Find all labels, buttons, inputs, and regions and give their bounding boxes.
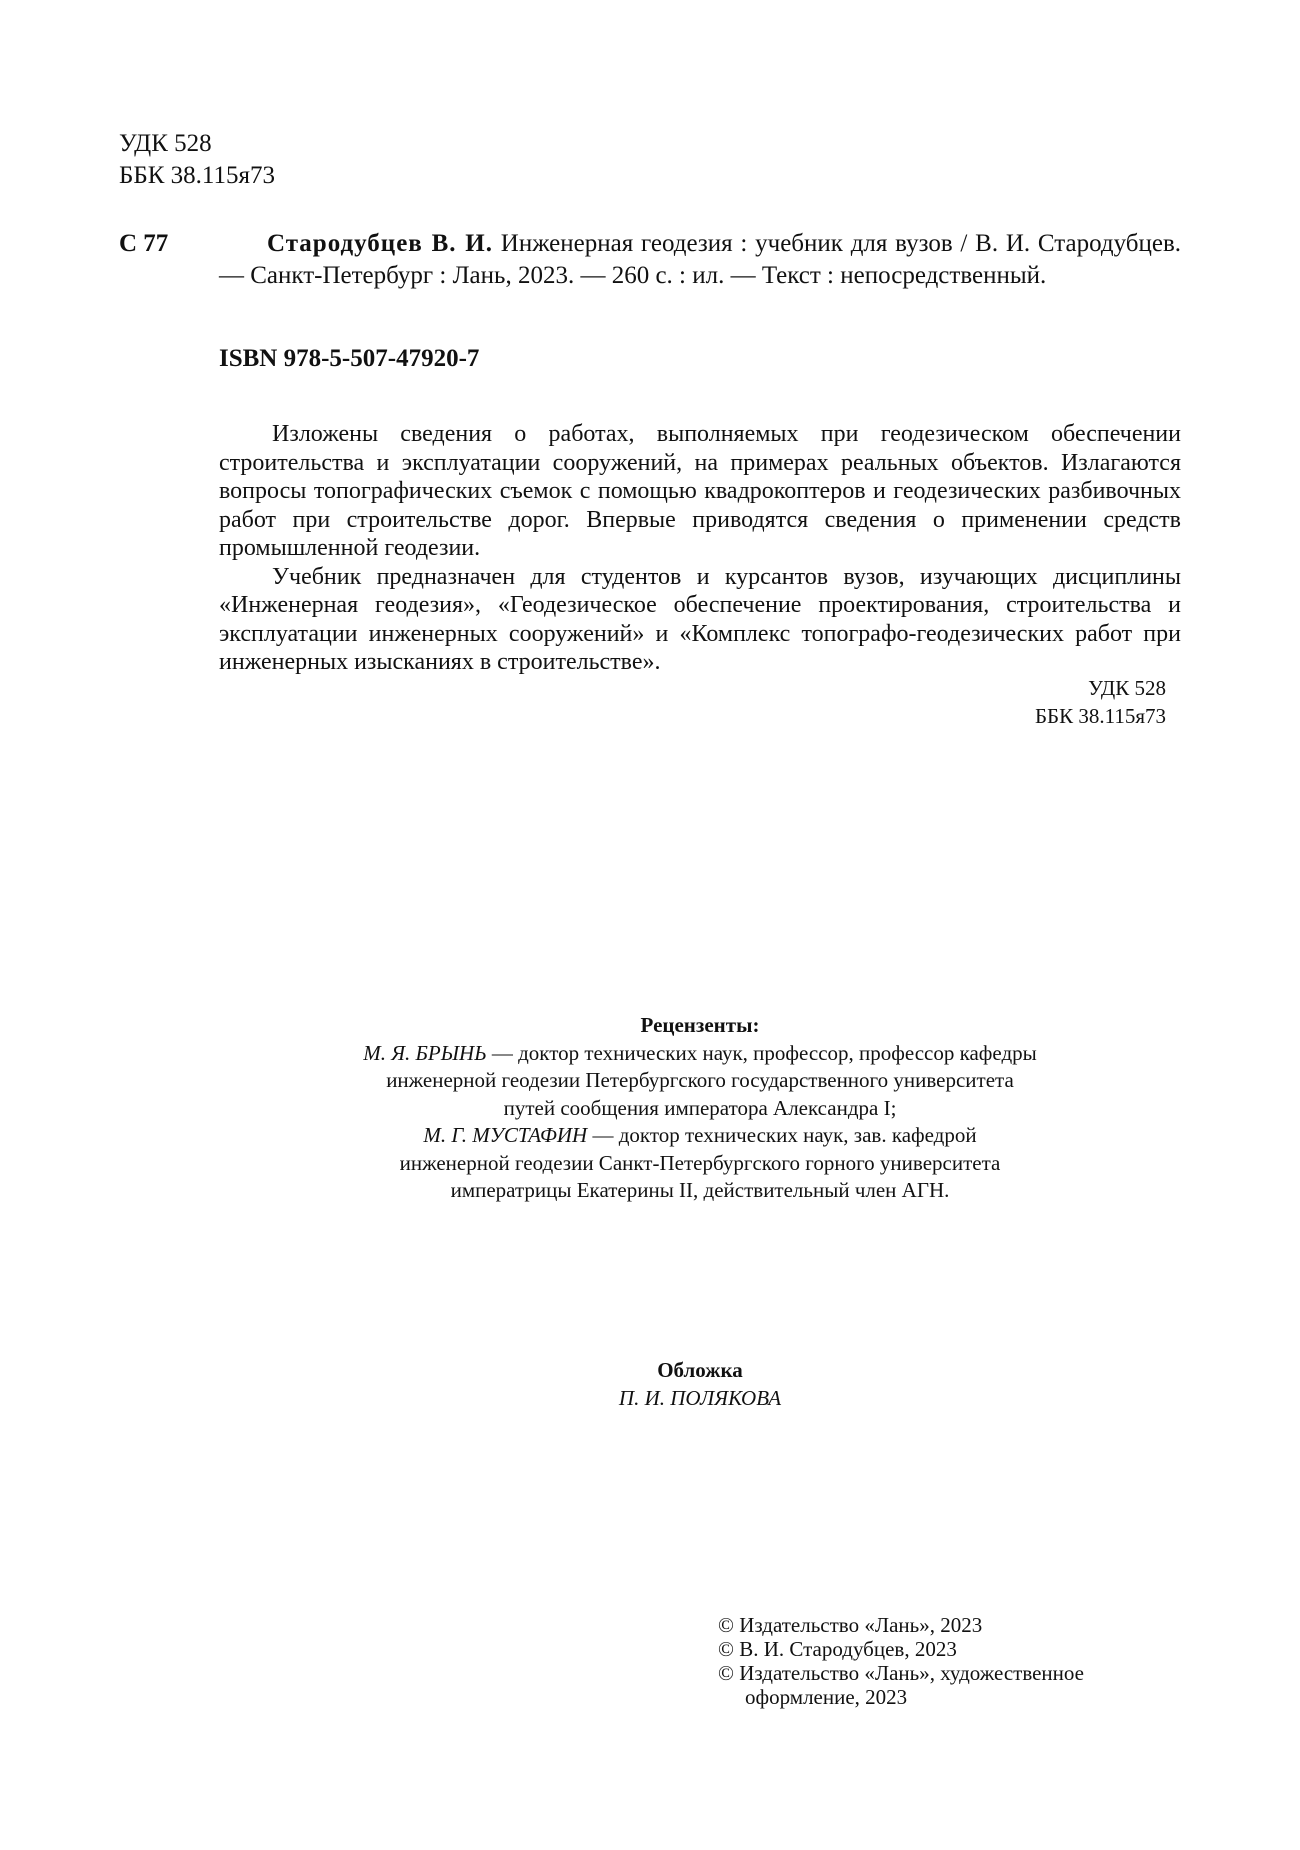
reviewers-heading: Рецензенты: [640, 1013, 760, 1037]
reviewers-block [200, 1012, 1200, 1205]
author-name: Стародубцев В. И. [267, 230, 493, 257]
reviewer-1-credentials: — доктор технических наук, профессор, профессор кафедры [486, 1040, 1037, 1065]
reviewer-2-name: М. Г. МУСТАФИН [423, 1123, 588, 1147]
reviewer-1-name: М. Я. БРЫНЬ [363, 1040, 487, 1065]
udk-code: УДК 528 [119, 130, 212, 157]
classification-block-top [119, 128, 275, 192]
abstract-paragraph-2: Учебник предназначен для студентов и курсантов вузов, изучающих дисциплины «Инженерная геодезия», «Геодезическое обеспечение проектирования, строительства и эксплуатации инженерных сооружений» и «Комплекс топографо-геодезических работ при инженерных изысканиях в строительстве». [219, 563, 1181, 675]
udk-code-bottom: УДК 528 [1088, 676, 1166, 700]
reviewer-1-line-3: путей сообщения императора Александра I; [503, 1095, 897, 1120]
cover-credit [200, 1357, 1200, 1412]
bibliographic-entry [219, 228, 1181, 292]
bbk-code: ББК 38.115я73 [119, 162, 275, 189]
publication-details: В. И. Стародубцев. — Санкт-Петербург : Лань, 2023. — 260 с. : ил. — Текст : [219, 230, 1182, 289]
classification-block-bottom [1035, 674, 1166, 730]
copyright-line-1: © Издательство «Лань», 2023 [718, 1613, 983, 1637]
catalog-code: С 77 [119, 230, 169, 257]
copyright-block [718, 1613, 1084, 1709]
reviewer-1-line-1 [200, 1040, 1200, 1068]
copyright-line-2: © В. И. Стародубцев, 2023 [718, 1637, 957, 1661]
reviewer-2-line-2: инженерной геодезии Санкт-Петербургского горного университета [399, 1150, 1001, 1175]
reviewer-2-line-1 [200, 1122, 1200, 1150]
copyright-line-3: © Издательство «Лань», художественное [718, 1661, 1084, 1685]
reviewer-2-credentials: — доктор технических наук, зав. кафедрой [587, 1123, 977, 1147]
reviewer-1-line-2: инженерной геодезии Петербургского государственного университета [386, 1068, 1014, 1092]
cover-heading: Обложка [657, 1358, 743, 1382]
abstract [219, 420, 1181, 677]
publication-type: непосредственный. [840, 262, 1047, 289]
reviewer-2-line-3: императрицы Екатерины II, действительный член АГН. [450, 1178, 950, 1202]
bbk-code-bottom: ББК 38.115я73 [1034, 704, 1166, 728]
abstract-paragraph-1: Изложены сведения о работах, выполняемых при геодезическом обеспечении строительства и эксплуатации сооружений, на примерах реальных объектов. Излагаются вопросы топографических съемок с помощью квадрокоптеров и геодезических разбивочных работ при строительстве дорог. Впервые приводятся сведения о применении средств промышленной геодезии. [219, 421, 1181, 561]
cover-designer: П. И. ПОЛЯКОВА [618, 1385, 782, 1410]
isbn: ISBN 978-5-507-47920-7 [219, 345, 480, 372]
book-title: Инженерная геодезия : учебник для вузов / [500, 230, 968, 257]
copyright-line-4: оформление, 2023 [745, 1685, 908, 1709]
